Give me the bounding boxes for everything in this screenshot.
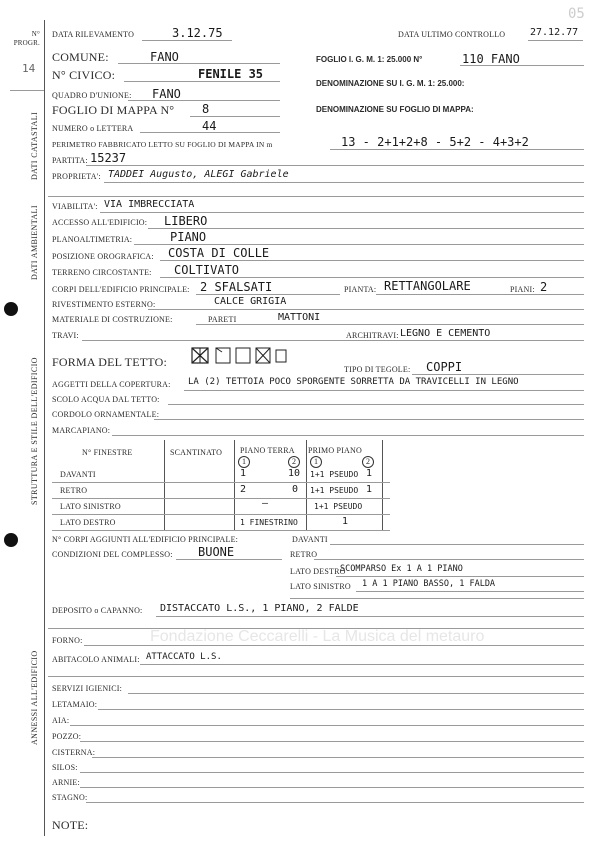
accesso-value: LIBERO [164, 214, 208, 228]
data-rilevamento-value: 3.12.75 [172, 26, 223, 40]
igm-foglio-line [460, 65, 584, 66]
condizioni-value: BUONE [198, 545, 235, 559]
comune-label: COMUNE: [52, 50, 109, 64]
proprieta-line-2 [48, 196, 584, 197]
marcapiano-label: MARCAPIANO: [52, 426, 111, 435]
proprieta-value: TADDEI Augusto, ALEGI Gabriele [108, 169, 289, 180]
viabilita-value: VIA IMBRECCIATA [104, 199, 195, 210]
foglio-label: FOGLIO DI MAPPA N° [52, 103, 175, 117]
accesso-line [148, 228, 584, 229]
abitacolo-line [140, 664, 584, 665]
posizione-label: POSIZIONE OROGRAFICA: [52, 252, 154, 261]
finestre-table [52, 440, 592, 530]
aggetti-label: AGGETTI DELLA COPERTURA: [52, 380, 171, 389]
lato-sinistro-label: LATO SINISTRO [290, 582, 351, 591]
proprieta-line [104, 182, 584, 183]
table-col-divider-3 [306, 440, 307, 530]
perimetro-value: 13 - 2+1+2+8 - 5+2 - 4+3+2 [341, 135, 529, 149]
posizione-value: COSTA DI COLLE [168, 246, 270, 260]
pt-circle-2: 2 [288, 456, 300, 468]
plano-value: PIANO [170, 230, 207, 244]
condizioni-line [176, 559, 282, 560]
foglio-line [190, 116, 280, 117]
row-line-2 [52, 498, 390, 499]
cell-destro-pt1: 1 FINESTRINO [240, 518, 298, 527]
corner-number: 05 [568, 6, 585, 22]
aia-label: AIA: [52, 716, 70, 725]
corpi-retro-line [314, 559, 584, 560]
roof-shapes-svg [190, 346, 300, 366]
materiale-label: MATERIALE DI COSTRUZIONE: [52, 315, 173, 324]
tegole-label: TIPO DI TEGOLE: [344, 365, 411, 374]
lato-destro-line [336, 576, 584, 577]
plano-label: PLANOALTIMETRIA: [52, 235, 133, 244]
letamaio-label: LETAMAIO: [52, 700, 98, 709]
deposito-line [156, 616, 584, 617]
corpi-extra-line [290, 598, 584, 599]
pareti-label: PARETI [208, 315, 237, 324]
lato-destro-value: SCOMPARSO Ex 1 A 1 PIANO [340, 564, 463, 574]
comune-value: FANO [150, 50, 179, 64]
condizioni-label: CONDIZIONI DEL COMPLESSO: [52, 550, 173, 559]
scolo-label: SCOLO ACQUA DAL TETTO: [52, 395, 160, 404]
abitacolo-label: ABITACOLO ANIMALI: [52, 655, 140, 664]
punch-hole-bottom [4, 533, 18, 547]
progr-value: 14 [22, 62, 36, 75]
row-label-retro: RETRO [60, 486, 88, 495]
stagno-label: STAGNO: [52, 793, 88, 802]
cell-destro-pp1: 1 [342, 516, 349, 527]
cell-retro-pt1: 2 [240, 484, 247, 495]
servizi-label: SERVIZI IGIENICI: [52, 684, 123, 693]
marcapiano-line [112, 435, 584, 436]
rivestimento-line [148, 309, 584, 310]
scolo-line [168, 404, 584, 405]
forma-tetto-label: FORMA DEL TETTO: [52, 355, 167, 369]
piani-label: PIANI: [510, 285, 535, 294]
corpi-line [196, 294, 340, 295]
materiale-line [196, 324, 584, 325]
tegole-line [412, 374, 584, 375]
row-label-lato-sinistro: LATO SINISTRO [60, 502, 121, 511]
numero-label: NUMERO o LETTERA [52, 124, 134, 133]
abitacolo-line-2 [48, 676, 584, 677]
pp-circle-2: 2 [362, 456, 374, 468]
data-controllo-line [528, 40, 583, 41]
col-header-primo-piano: PRIMO PIANO [308, 446, 362, 455]
roof-shape-icons [190, 346, 300, 371]
side-label-ambientali: DATI AMBIENTALI [30, 205, 39, 280]
corpi-value: 2 SFALSATI [200, 280, 273, 294]
col-header-scantinato: SCANTINATO [170, 448, 223, 457]
terreno-line [160, 277, 584, 278]
cell-davanti-pp2: 1 [366, 468, 373, 479]
corpi-label: CORPI DELL'EDIFICIO PRINCIPALE: [52, 285, 190, 294]
side-label-catastali: DATI CATASTALI [30, 111, 39, 180]
travi-line [82, 340, 584, 341]
col-header-piano-terra: PIANO TERRA [240, 446, 295, 455]
igm-foglio-label: FOGLIO I. G. M. 1: 25.000 N° [316, 55, 423, 64]
cell-davanti-pt2: 10 [288, 468, 301, 479]
viabilita-line [100, 212, 584, 213]
cordolo-label: CORDOLO ORNAMENTALE: [52, 410, 160, 419]
pianta-value: RETTANGOLARE [384, 279, 471, 293]
terreno-value: COLTIVATO [174, 263, 240, 277]
numero-line [140, 132, 280, 133]
pozzo-label: POZZO: [52, 732, 82, 741]
pp-circle-1: 1 [310, 456, 322, 468]
pianta-line [376, 294, 584, 295]
corpi-davanti-line [330, 544, 584, 545]
cell-retro-pp1: 1+1 PSEUDO [310, 486, 359, 495]
aggetti-value: LA (2) TETTOIA POCO SPORGENTE SORRETTA DA TRAVICELLI IN LEGNO [188, 377, 519, 387]
data-controllo-label: DATA ULTIMO CONTROLLO [398, 30, 506, 39]
igm-denom-label: DENOMINAZIONE SU I. G. M. 1: 25.000: [316, 79, 465, 88]
numero-value: 44 [202, 119, 217, 133]
perimetro-line [330, 149, 584, 150]
note-label: NOTE: [52, 818, 89, 832]
proprieta-label: PROPRIETA': [52, 172, 101, 181]
abitacolo-value: ATTACCATO L.S. [146, 652, 222, 662]
corpi-retro-label: RETRO [290, 550, 318, 559]
forno-label: FORNO: [52, 636, 83, 645]
foglio-value: 8 [202, 102, 210, 116]
tegole-value: COPPI [426, 360, 463, 374]
deposito-value: DISTACCATO L.S., 1 PIANO, 2 FALDE [160, 603, 359, 614]
progr-label: N° PROGR. [13, 30, 40, 47]
side-label-struttura: STRUTTURA E STILE DELL'EDIFICIO [30, 357, 39, 505]
accesso-label: ACCESSO ALL'EDIFICIO: [52, 218, 148, 227]
punch-hole-top [4, 302, 18, 316]
quadro-line [128, 100, 280, 101]
lato-destro-label: LATO DESTRO [290, 567, 346, 576]
data-rilevamento-line [142, 40, 232, 41]
aggetti-line [184, 390, 584, 391]
architravi-value: LEGNO E CEMENTO [400, 328, 491, 339]
row-label-davanti: DAVANTI [60, 470, 96, 479]
quadro-value: FANO [152, 87, 181, 101]
comune-line [118, 63, 280, 64]
stagno-line [86, 802, 584, 803]
corpi-davanti-label: DAVANTI [292, 535, 328, 544]
row-line-3 [52, 514, 390, 515]
margin-rule [44, 20, 45, 836]
partita-line [86, 165, 584, 166]
silos-line [80, 772, 584, 773]
cell-sinistro-pp1: 1+1 PSEUDO [314, 502, 363, 511]
partita-value: 15237 [90, 151, 127, 165]
rivestimento-label: RIVESTIMENTO ESTERNO: [52, 300, 156, 309]
row-line-4 [52, 530, 390, 531]
partita-label: PARTITA: [52, 156, 88, 165]
rivestimento-value: CALCE GRIGIA [214, 296, 287, 307]
lato-sinistro-line [356, 591, 584, 592]
architravi-label: ARCHITRAVI: [346, 331, 399, 340]
terreno-label: TERRENO CIRCOSTANTE: [52, 268, 152, 277]
row-label-lato-destro: LATO DESTRO [60, 518, 116, 527]
cisterna-label: CISTERNA: [52, 748, 96, 757]
header-bottom-rule [10, 90, 44, 91]
servizi-line [128, 693, 584, 694]
civico-label: N° CIVICO: [52, 68, 116, 82]
silos-label: SILOS: [52, 763, 78, 772]
corpi-aggiunti-label: N° CORPI AGGIUNTI ALL'EDIFICIO PRINCIPALE: [52, 535, 239, 544]
quadro-label: QUADRO D'UNIONE: [52, 91, 132, 100]
arnie-line [80, 787, 584, 788]
posizione-line [160, 260, 584, 261]
table-col-divider-1 [164, 440, 165, 530]
pianta-label: PIANTA: [344, 285, 377, 294]
pozzo-line [80, 741, 584, 742]
row-line-1 [52, 482, 390, 483]
cell-retro-pp2: 1 [366, 484, 373, 495]
cell-davanti-pp1: 1+1 PSEUDO [310, 470, 359, 479]
table-col-divider-4 [382, 440, 383, 530]
data-rilevamento-label: DATA RILEVAMENTO [52, 30, 135, 39]
watermark: Fondazione Ceccarelli - La Musica del metauro [150, 628, 485, 645]
plano-line [134, 244, 584, 245]
data-controllo-value: 27.12.77 [530, 27, 579, 38]
civico-value: FENILE 35 [198, 67, 264, 81]
cell-davanti-pt1: 1 [240, 468, 247, 479]
civico-line [124, 81, 280, 82]
lato-sinistro-value: 1 A 1 PIANO BASSO, 1 FALDA [362, 579, 496, 589]
table-col-divider-2 [234, 440, 235, 530]
travi-label: TRAVI: [52, 331, 79, 340]
side-label-annessi: ANNESSI ALL'EDIFICIO [30, 650, 39, 745]
viabilita-label: VIABILITA': [52, 202, 98, 211]
cell-sinistro-pt2: — [262, 498, 269, 509]
cell-retro-pt2: 0 [292, 484, 299, 495]
mappa-denom-label: DENOMINAZIONE SU FOGLIO DI MAPPA: [316, 105, 474, 114]
perimetro-label: PERIMETRO FABBRICATO LETTO SU FOGLIO DI MAPPA IN m [52, 140, 273, 149]
arnie-label: ARNIE: [52, 778, 80, 787]
aia-line [70, 725, 584, 726]
cordolo-line [154, 419, 584, 420]
pt-circle-1: 1 [238, 456, 250, 468]
igm-foglio-value: 110 FANO [462, 52, 520, 66]
letamaio-line [98, 709, 584, 710]
deposito-label: DEPOSITO o CAPANNO: [52, 606, 143, 615]
col-header-finestre: N° FINESTRE [82, 448, 133, 457]
piani-value: 2 [540, 280, 548, 294]
pareti-value: MATTONI [278, 312, 321, 323]
cisterna-line [92, 757, 584, 758]
